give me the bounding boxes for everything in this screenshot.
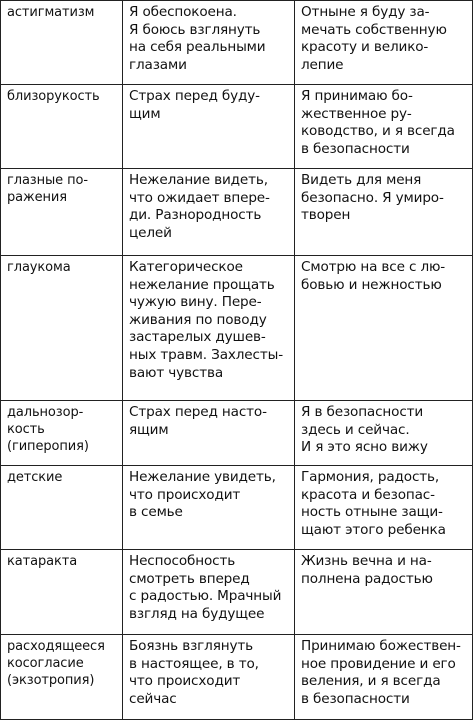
table-row <box>1 466 473 550</box>
condition-name-cell: близорукость <box>1 85 123 169</box>
condition-name-cell: детские <box>1 466 123 550</box>
cause-cell: Категорическое нежелание прощать чужую вину. Пере- живания по поводу застарелых душев- ных травм. Захлесты- вают чувства <box>123 256 295 401</box>
cause-cell: Нежелание увидеть, что происходит в семье <box>123 466 295 550</box>
affirmation-cell: Смотрю на все с лю- бовью и нежностью <box>295 256 473 401</box>
condition-name-cell: дальнозор- кость (гиперопия) <box>1 401 123 466</box>
condition-name-cell: астигматизм <box>1 1 123 85</box>
affirmation-cell: Гармония, радость, красота и безопас- ность отныне защи- щают этого ребенка <box>295 466 473 550</box>
affirmation-cell: Видеть для меня безопасно. Я умиро- творен <box>295 169 473 256</box>
cause-cell: Страх перед буду- щим <box>123 85 295 169</box>
table-row <box>1 85 473 169</box>
cause-cell: Неспособность смотреть вперед с радостью. Мрачный взгляд на будущее <box>123 550 295 635</box>
affirmation-cell: Я в безопасности здесь и сейчас. И я это ясно вижу <box>295 401 473 466</box>
cause-cell: Страх перед насто- ящим <box>123 401 295 466</box>
affirmation-cell: Жизнь вечна и на- полнена радостью <box>295 550 473 635</box>
condition-name-cell: катаракта <box>1 550 123 635</box>
cause-cell: Нежелание видеть, что ожидает впере- ди. Разнородность целей <box>123 169 295 256</box>
table-row <box>1 1 473 85</box>
table-row <box>1 169 473 256</box>
cause-cell: Боязнь взглянуть в настоящее, в то, что происходит сейчас <box>123 635 295 720</box>
condition-name-cell: глаукома <box>1 256 123 401</box>
affirmation-cell: Я принимаю бо- жественное ру- ководство, и я всегда в безопасности <box>295 85 473 169</box>
table-body <box>1 1 473 720</box>
table-row <box>1 550 473 635</box>
condition-name-cell: расходящееся косогласие (экзотропия) <box>1 635 123 720</box>
table-row <box>1 256 473 401</box>
table-row <box>1 401 473 466</box>
table-row <box>1 635 473 720</box>
condition-name-cell: глазные по- ражения <box>1 169 123 256</box>
affirmation-cell: Отныне я буду за- мечать собственную красоту и велико- лепие <box>295 1 473 85</box>
affirmation-cell: Принимаю божествен- ное провидение и его веления, и я всегда в безопасности <box>295 635 473 720</box>
cause-cell: Я обеспокоена. Я боюсь взглянуть на себя реальными глазами <box>123 1 295 85</box>
